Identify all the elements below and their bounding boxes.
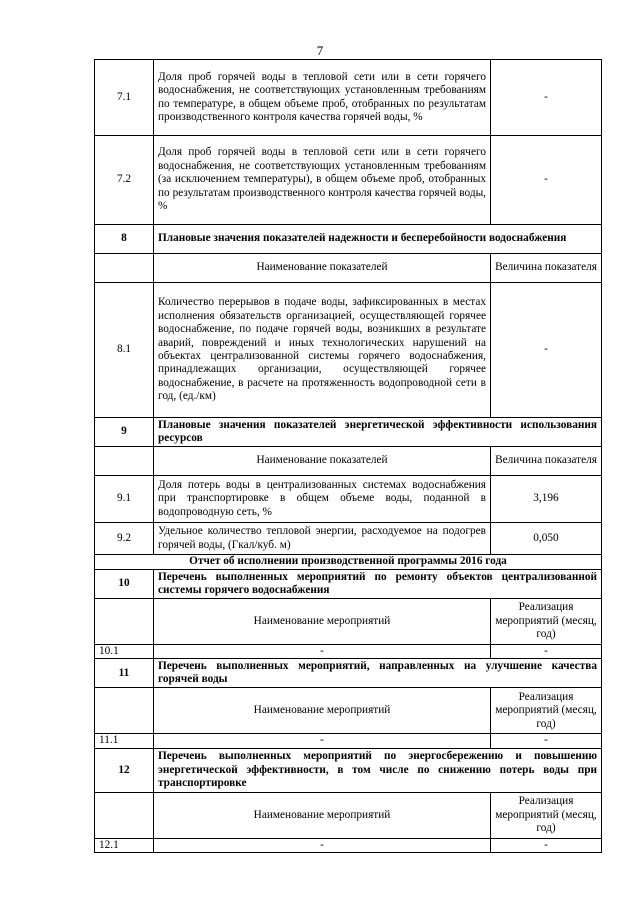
section-number: 10 — [95, 570, 154, 599]
row-number: 12.1 — [95, 838, 154, 852]
table-row — [95, 645, 602, 659]
section-number: 12 — [95, 748, 154, 792]
table-row — [95, 523, 602, 555]
section-header-row — [95, 225, 602, 254]
indicator-value: - — [491, 283, 602, 418]
column-header-name: Наименование мероприятий — [154, 688, 491, 734]
indicator-value: 3,196 — [491, 476, 602, 523]
section-header-row — [95, 748, 602, 792]
row-number: 11.1 — [95, 734, 154, 748]
section-header-row — [95, 659, 602, 688]
row-number: 10.1 — [95, 645, 154, 659]
row-number: 7.2 — [95, 136, 154, 225]
measure-value: - — [491, 734, 602, 748]
measure-value: - — [491, 645, 602, 659]
indicator-value: 0,050 — [491, 523, 602, 555]
section-title: Плановые значения показателей энергетической эффективности использования ресурсов — [154, 418, 602, 447]
section-title: Плановые значения показателей надежности и бесперебойности водоснабжения — [154, 225, 602, 254]
indicator-value: - — [491, 136, 602, 225]
column-header-row — [95, 792, 602, 838]
column-header-value: Величина показателя — [491, 254, 602, 283]
empty-cell — [95, 792, 154, 838]
empty-cell — [95, 688, 154, 734]
table-row — [95, 734, 602, 748]
indicator-name: Доля проб горячей воды в тепловой сети или в сети горячего водоснабжения, не соответствующих установленным требованиям (за исключением температуры), в общем объеме проб, отобранных по результатам производственного контроля качества горячей воды, % — [154, 136, 491, 225]
column-header-row — [95, 254, 602, 283]
indicators-table — [94, 59, 602, 853]
section-header-row — [95, 418, 602, 447]
row-number: 9.1 — [95, 476, 154, 523]
column-header-value: Реализация мероприятий (месяц, год) — [491, 792, 602, 838]
table-row — [95, 283, 602, 418]
table-row — [95, 60, 602, 136]
report-title-row — [95, 555, 602, 570]
indicator-name: Доля потерь воды в централизованных системах водоснабжения при транспортировке в общем объеме воды, поданной в водопроводную сеть, % — [154, 476, 491, 523]
report-title: Отчет об исполнении производственной программы 2016 года — [95, 555, 602, 570]
measure-name: - — [154, 645, 491, 659]
table-row — [95, 476, 602, 523]
row-number: 9.2 — [95, 523, 154, 555]
empty-cell — [95, 254, 154, 283]
table-row — [95, 136, 602, 225]
column-header-value: Реализация мероприятий (месяц, год) — [491, 599, 602, 645]
column-header-value: Реализация мероприятий (месяц, год) — [491, 688, 602, 734]
column-header-name: Наименование показателей — [154, 447, 491, 476]
section-header-row — [95, 570, 602, 599]
section-number: 11 — [95, 659, 154, 688]
column-header-name: Наименование мероприятий — [154, 599, 491, 645]
measure-name: - — [154, 838, 491, 852]
table-row — [95, 838, 602, 852]
row-number: 8.1 — [95, 283, 154, 418]
row-number: 7.1 — [95, 60, 154, 136]
column-header-row — [95, 599, 602, 645]
column-header-row — [95, 688, 602, 734]
section-number: 9 — [95, 418, 154, 447]
measure-name: - — [154, 734, 491, 748]
indicator-name: Удельное количество тепловой энергии, расходуемое на подогрев горячей воды, (Гкал/куб. м) — [154, 523, 491, 555]
section-title: Перечень выполненных мероприятий по энергосбережению и повышению энергетической эффективности, в том числе по снижению потерь воды при транспортировке — [154, 748, 602, 792]
indicator-name: Доля проб горячей воды в тепловой сети или в сети горячего водоснабжения, не соответствующих установленным требованиям по температуре, в общем объеме проб, отобранных по результатам производственного контроля качества горячей воды, % — [154, 60, 491, 136]
empty-cell — [95, 599, 154, 645]
column-header-name: Наименование показателей — [154, 254, 491, 283]
section-number: 8 — [95, 225, 154, 254]
section-title: Перечень выполненных мероприятий, направленных на улучшение качества горячей воды — [154, 659, 602, 688]
indicator-name: Количество перерывов в подаче воды, зафиксированных в местах исполнения обязательств организацией, осуществляющей горячее водоснабжение, по подаче горячей воды, возникших в результате аварий, повреждений и иных технологических нарушений на объектах централизованной системы горячего водоснабжения, принадлежащих организации, осуществляющей горячее водоснабжение, в расчете на протяженность водопроводной сети в год, (ед./км) — [154, 283, 491, 418]
empty-cell — [95, 447, 154, 476]
indicator-value: - — [491, 60, 602, 136]
column-header-value: Величина показателя — [491, 447, 602, 476]
column-header-name: Наименование мероприятий — [154, 792, 491, 838]
section-title: Перечень выполненных мероприятий по ремонту объектов централизованной системы горячего водоснабжения — [154, 570, 602, 599]
measure-value: - — [491, 838, 602, 852]
column-header-row — [95, 447, 602, 476]
page-number: 7 — [316, 43, 324, 58]
